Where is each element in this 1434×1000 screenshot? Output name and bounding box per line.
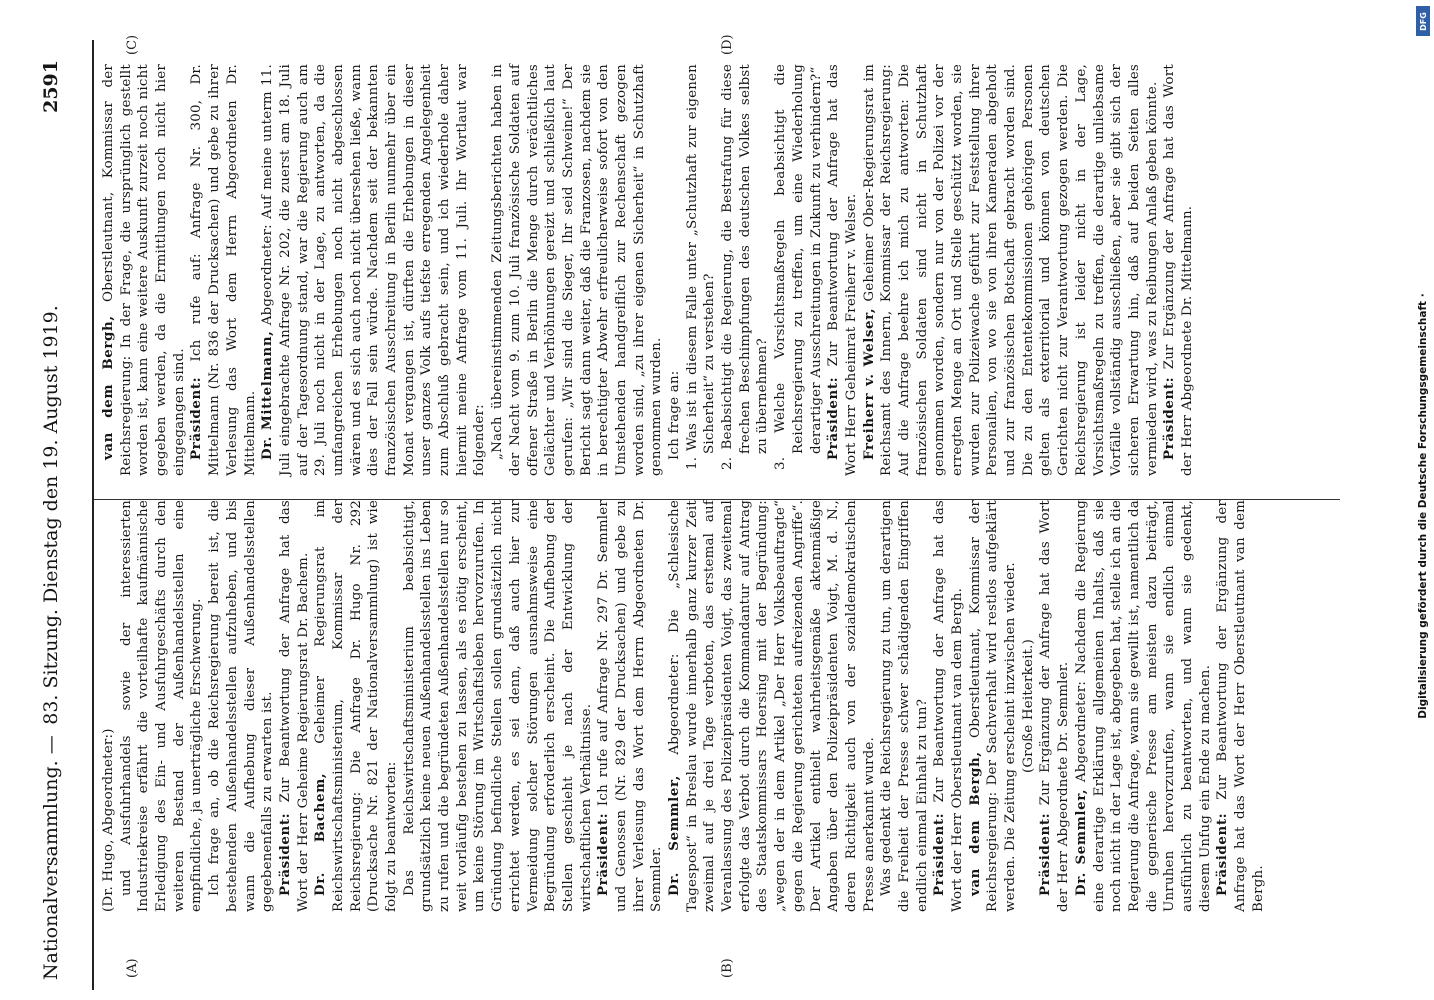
paragraph: Dr. Mittelmann, Abgeordneter: Auf meine unterm 11. Juli eingebrachte Anfrage Nr. 202, die zuerst am 18. Juli auf der Tagesordnung stand, war die Regierung auch am 29. Juli noch nicht in der Lage, zu antworten, da die umfangreichen Erhebungen noch nicht abgeschlossen wären und es sich auch noch nicht übersehen ließe, wann dies der Fall sein würde. Nachdem seit der bekannten französischen Ausschreitung in Berlin nunmehr über ein Monat vergangen ist, dürften die Erhebungen in dieser unser ganzes Volk aufs tiefste erregenden Angelegenheit zum Abschluß gebracht sein, und ich wiederhole daher hiermit meine Anfrage vom 11. Juli. Ihr Wortlaut war folgender: (259, 64, 488, 476)
speaker-label: Präsident: (1214, 812, 1231, 896)
digitization-credit: Digitalisierung gefördert durch die Deutsche Forschungsgemeinschaft · (1417, 293, 1429, 719)
marginal-letter-d: (D) (720, 34, 735, 55)
left-column (100, 500, 1267, 912)
question-list (684, 64, 826, 476)
paragraph: Ich frage an, ob die Reichsregierung bereit ist, die bestehenden Außenhandelsstellen aufzuheben, und bis wann die Aufhebung dieser Außenhandelsstellen gegebenenfalls zu erwarten ist. (207, 500, 276, 912)
paragraph: Dr. Semmler, Abgeordneter: Nachdem die Regierung eine derartige Erklärung allgemeinen Inhalts, daß sie noch nicht in der Lage ist, abgegeben hat, stelle ich an die Regierung die Anfrage, wann sie gewillt ist, namentlich da die gegnerische Presse am meisten dazu beiträgt, Unruhen hervorzurufen, wann sie endlich einmal ausführlich zu beantworten, und wann sie gedenkt, diesem Unfug ein Ende zu machen. (1072, 500, 1213, 912)
interjection: (Große Heiterkeit.) (1020, 638, 1036, 774)
header-rule (92, 40, 94, 990)
header-left: Nationalversammlung. — (40, 735, 62, 980)
speaker-label: Dr. Bachem, (312, 772, 329, 896)
marginal-letter-b: (B) (720, 958, 735, 978)
paragraph: Präsident: Zur Ergänzung der Anfrage hat das Wort der Herr Abgeordnete Dr. Semmler. (1037, 500, 1072, 912)
paragraph: Präsident: Ich rufe auf Anfrage Nr. 297 Dr. Semmler und Genossen (Nr. 829 der Drucksachen) und gebe zu ihrer Verlesung das Wort dem Herrn Abgeordneten Dr. Semmler. (595, 500, 665, 912)
speaker-label: Präsident: (1037, 812, 1054, 896)
speaker-label: van dem Bergh, (100, 315, 116, 460)
speaker-label: Präsident: (188, 376, 205, 460)
dfg-logo: DFG (1416, 6, 1430, 36)
paragraph: „Nach übereinstimmenden Zeitungsberichten haben in der Nacht vom 9. zum 10. Juli französische Soldaten auf offener Straße in Berlin die Menge durch verächtliches Gelächter und Verhöhnungen gereizt und schließlich laut gerufen: „Wir sind die Sieger, Ihr seid Schweine!“ Der Bericht sagt dann weiter, daß die Franzosen, nachdem sie in berechtigter Abwehr erfreulicherweise sofort von den Umstehenden handgreiflich zur Rechenschaft gezogen worden sind, „zu ihrer eigenen Sicherheit“ in Schutzhaft genommen wurden. (490, 64, 665, 476)
speaker-label: Dr. Semmler, (1072, 788, 1089, 896)
speaker-label: Präsident: (595, 812, 612, 896)
list-item: 2. Beabsichtigt die Regierung, die Bestrafung für diese frechen Beschimpfungen des deutschen Volkes selbst zu übernehmen? (720, 64, 771, 470)
speaker-label: van dem Bergh, (966, 751, 983, 896)
paragraph: van dem Bergh, Oberstleutnant, Kommissar der Reichsregierung: Der Sachverhalt wird restlos aufgeklärt werden. Die Zeitung erscheint inzwischen wieder. (966, 500, 1019, 912)
paragraph: Dr. Bachem, Geheimer Regierungsrat im Reichswirtschaftsministerium, Kommissar der Reichsregierung: Die Anfrage Dr. Hugo Nr. 292 (Drucksache Nr. 821 der Nationalversammlung) ist wie folgt zu beantworten: (312, 500, 399, 912)
right-column (100, 64, 1197, 476)
paragraph: (Dr. Hugo, Abgeordneter:) (101, 728, 116, 912)
paragraph: und Ausfuhrhandels sowie der interessierten Industriekreise erfährt die vorteilhafte kaufmännische Erledigung des Ein- und Ausfuhrgeschäfts durch den weiteren Bestand der Außenhandelsstellen eine empfindliche, ja unerträgliche Erschwerung. (118, 500, 205, 912)
marginal-letter-a: (A) (125, 958, 140, 978)
marginal-letter-c: (C) (125, 34, 140, 55)
speaker-label: Dr. Semmler, (666, 775, 682, 896)
paragraph: Präsident: Ich rufe auf: Anfrage Nr. 300, Dr. Mittelmann (Nr. 836 der Drucksachen) und gebe zu ihrer Verlesung das Wort dem Herrn Abgeordneten Dr. Mittelmann. (188, 64, 258, 476)
speaker-label: Präsident: (825, 376, 842, 460)
paragraph: Präsident: Zur Beantwortung der Anfrage hat das Wort der Herr Geheime Regierungsrat Dr. Bachem. (276, 500, 311, 912)
speaker-label: Präsident: (931, 812, 948, 896)
header-center: 83. Sitzung. Dienstag den 19. August 1919. (40, 305, 62, 725)
speaker-label: Präsident: (276, 812, 293, 896)
speaker-label: Präsident: (1161, 376, 1178, 460)
paragraph: Ich frage an: (667, 370, 682, 460)
paragraph: Präsident: Zur Ergänzung der Anfrage hat das Wort der Herr Abgeordnete Dr. Mittelmann. (1161, 64, 1195, 476)
list-item: 3. Welche Vorsichtsmaßregeln beabsichtigt die Reichsregierung zu treffen, um eine Wiederholung derartiger Ausschreitungen in Zukunft zu verhindern?“ (773, 64, 824, 470)
paragraph: van dem Bergh, Oberstleutnant, Kommissar der Reichsregierung: In der Frage, die ursprünglich gestellt worden ist, kann eine weitere Auskunft zurzeit noch nicht gegeben werden, da die Ermittlungen noch nicht hier eingegangen sind. (100, 64, 187, 476)
credit-strip (1412, 0, 1434, 1000)
speaker-label: Dr. Mittelmann, (259, 330, 276, 460)
paragraph: Das Reichswirtschaftsministerium beabsichtigt, grundsätzlich keine neuen Außenhandelsstellen ins Leben zu rufen und die begründeten Außenhandelsstellen nur so weit vorläufig bestehen zu lassen, als es nötig erscheint, um keine Störung im Wirtschaftsleben hervorzurufen. In Gründung befindliche Stellen sollen grundsätzlich nicht errichtet werden, es sei denn, daß auch hier zur Vermeidung solcher Störungen ausnahmsweise eine Begründung erforderlich erscheint. Die Aufhebung der Stellen geschieht je nach der Entwicklung der wirtschaftlichen Verhältnisse. (401, 500, 594, 912)
paragraph: Präsident: Zur Beantwortung der Ergänzung der Anfrage hat das Wort der Herr Oberstleutnant van dem Bergh. (1214, 500, 1266, 912)
paragraph: Präsident: Zur Beantwortung der Anfrage hat das Wort der Herr Oberstleutnant van dem Bergh. (931, 500, 965, 912)
paragraph: Präsident: Zur Beantwortung der Anfrage hat das Wort Herr Geheimrat Freiherr v. Welser. (825, 64, 859, 476)
page-number: 2591 (40, 60, 62, 113)
list-item: 1. Was ist in diesem Falle unter „Schutzhaft zur eigenen Sicherheit“ zu verstehen? (684, 64, 718, 470)
running-head (6, 40, 66, 990)
paragraph: Dr. Semmler, Abgeordneter: Die „Schlesische Tagespost“ in Breslau wurde innerhalb ganz kurzer Zeit zweimal auf je drei Tage verboten, das erstemal auf Veranlassung des Polizeipräsidenten Voigt, das zweitemal erfolgte das Verbot durch die Kommandantur auf Antrag des Staatskommissars Hoersing mit der Begründung: „wegen der in dem Artikel „Der Herr Volksbeauftragte“ gegen die Regierung gerichteten aufreizenden Angriffe“. Der Artikel enthielt wahrheitsgemäße aktenmäßige Angaben über den Polizeipräsidenten Voigt, M. d. N., deren Richtigkeit auch von der sozialdemokratischen Presse anerkannt wurde. (666, 500, 877, 912)
speaker-label: Freiherr v. Welser, (860, 307, 877, 460)
paragraph: Freiherr v. Welser, Geheimer Ober-Regierungsrat im Reichsamt des Innern, Kommissar der Reichsregierung: Auf die Anfrage beehre ich mich zu antworten: Die französischen Soldaten sind nicht in Schutzhaft genommen worden, sondern nur von der Polizei vor der erregten Menge an Ort und Stelle geschützt worden, sie wurden zur Polizeiwache geführt zur Feststellung ihrer Personalien, von wo sie von ihren Kameraden abgeholt und zur französischen Botschaft gebracht worden sind. Die zu den Ententekommissionen gehörigen Personen gelten als exterritorial und können von deutschen Gerichten nicht zur Verantwortung gezogen werden. Die Reichsregierung ist leider nicht in der Lage, Vorsichtsmaßregeln zu treffen, die derartige unliebsame Vorfälle vollständig ausschließen, aber sie gibt sich der sicheren Erwartung hin, daß auf beiden Seiten alles vermieden wird, was zu Reibungen Anlaß geben könnte. (860, 63, 1160, 476)
paragraph: Was gedenkt die Reichsregierung zu tun, um derartigen die Freiheit der Presse schwer schädigenden Eingriffen endlich einmal Einhalt zu tun? (879, 500, 930, 912)
